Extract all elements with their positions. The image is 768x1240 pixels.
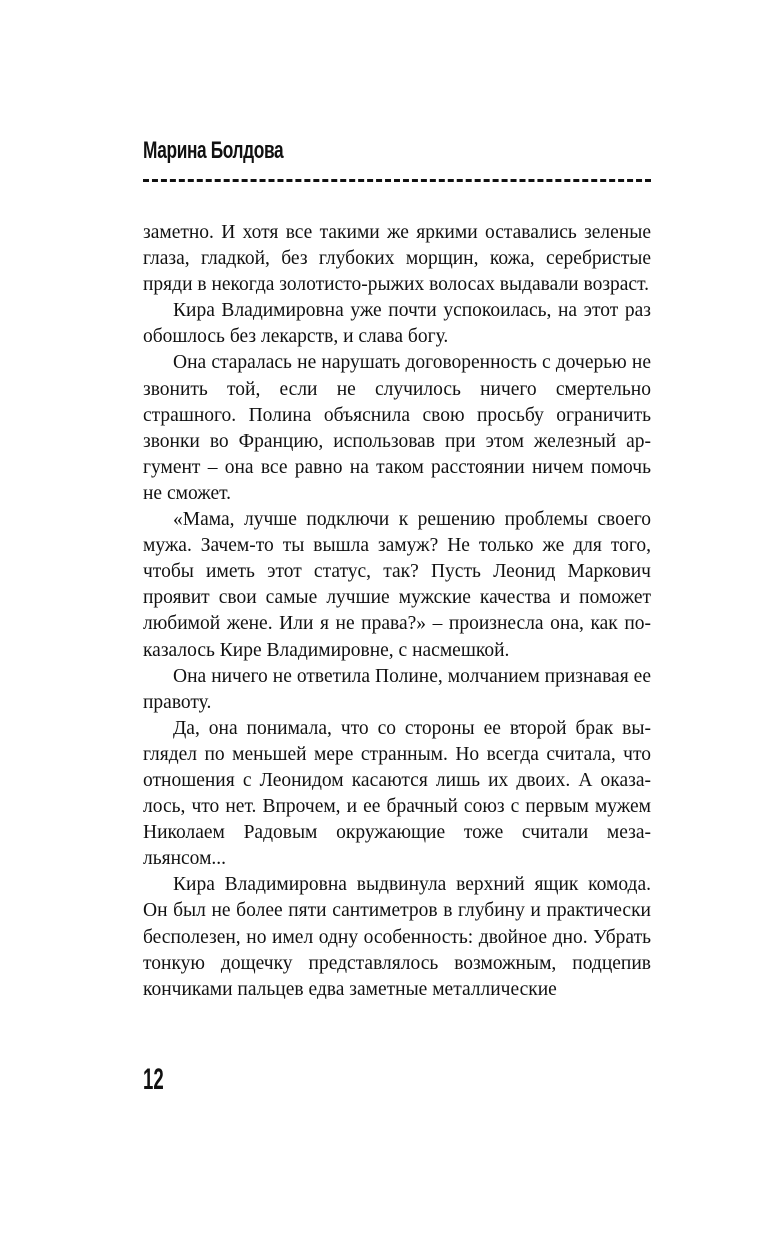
paragraph: Кира Владимировна выдвинула верхний ящик комода. Он был не более пяти сантиметров в глубину и практически бесполезен, но имел одну особенность: двойное дно. Убрать тонкую дощечку представлялось возможным, подцепив кончиками пальцев едва заметные металлические xyxy=(143,874,651,1000)
running-head-author: Марина Болдова xyxy=(143,137,284,164)
paragraph: Кира Владимировна уже почти успокоилась, на этот раз обошлось без лекарств, и слава богу. xyxy=(143,300,651,348)
paragraph: «Мама, лучше подключи к решению проблемы своего мужа. Зачем-то ты вышла замуж? Не только же для того, чтобы иметь этот статус, так? Пусть Леонид Маркович проявит свои самые лучшие мужские качества и поможет любимой жене. Или я не права?» – произнесла она, как показалось Кире Владимировне, с насмешкой. xyxy=(143,509,651,661)
paragraph: Она старалась не нарушать договоренность с дочерью не звонить той, если не случилось ничего смертельно страшного. Полина объяснила свою просьбу ограничить звонки во Францию, использовав при этом железный аргумент – она все равно на таком расстоянии ничем помочь не сможет. xyxy=(143,352,651,504)
paragraph: Да, она понимала, что со стороны ее второй брак выглядел по меньшей мере странным. Но всегда считала, что отношения с Леонидом касаются лишь их двоих. А оказалось, что нет. Впрочем, и ее брачный союз с первым мужем Николаем Радовым окружающие тоже считали мезальянсом... xyxy=(143,717,651,870)
page-number: 12 xyxy=(143,1063,164,1096)
paragraph: Она ничего не ответила Полине, молчанием признавая ее правоту. xyxy=(143,665,651,713)
body-text xyxy=(143,220,651,1003)
header-rule xyxy=(143,179,651,182)
paragraph: заметно. И хотя все такими же яркими оставались зеленые глаза, гладкой, без глубоких морщин, кожа, серебристые пряди в некогда золотисто-рыжих волосах выдавали возраст. xyxy=(143,222,651,296)
